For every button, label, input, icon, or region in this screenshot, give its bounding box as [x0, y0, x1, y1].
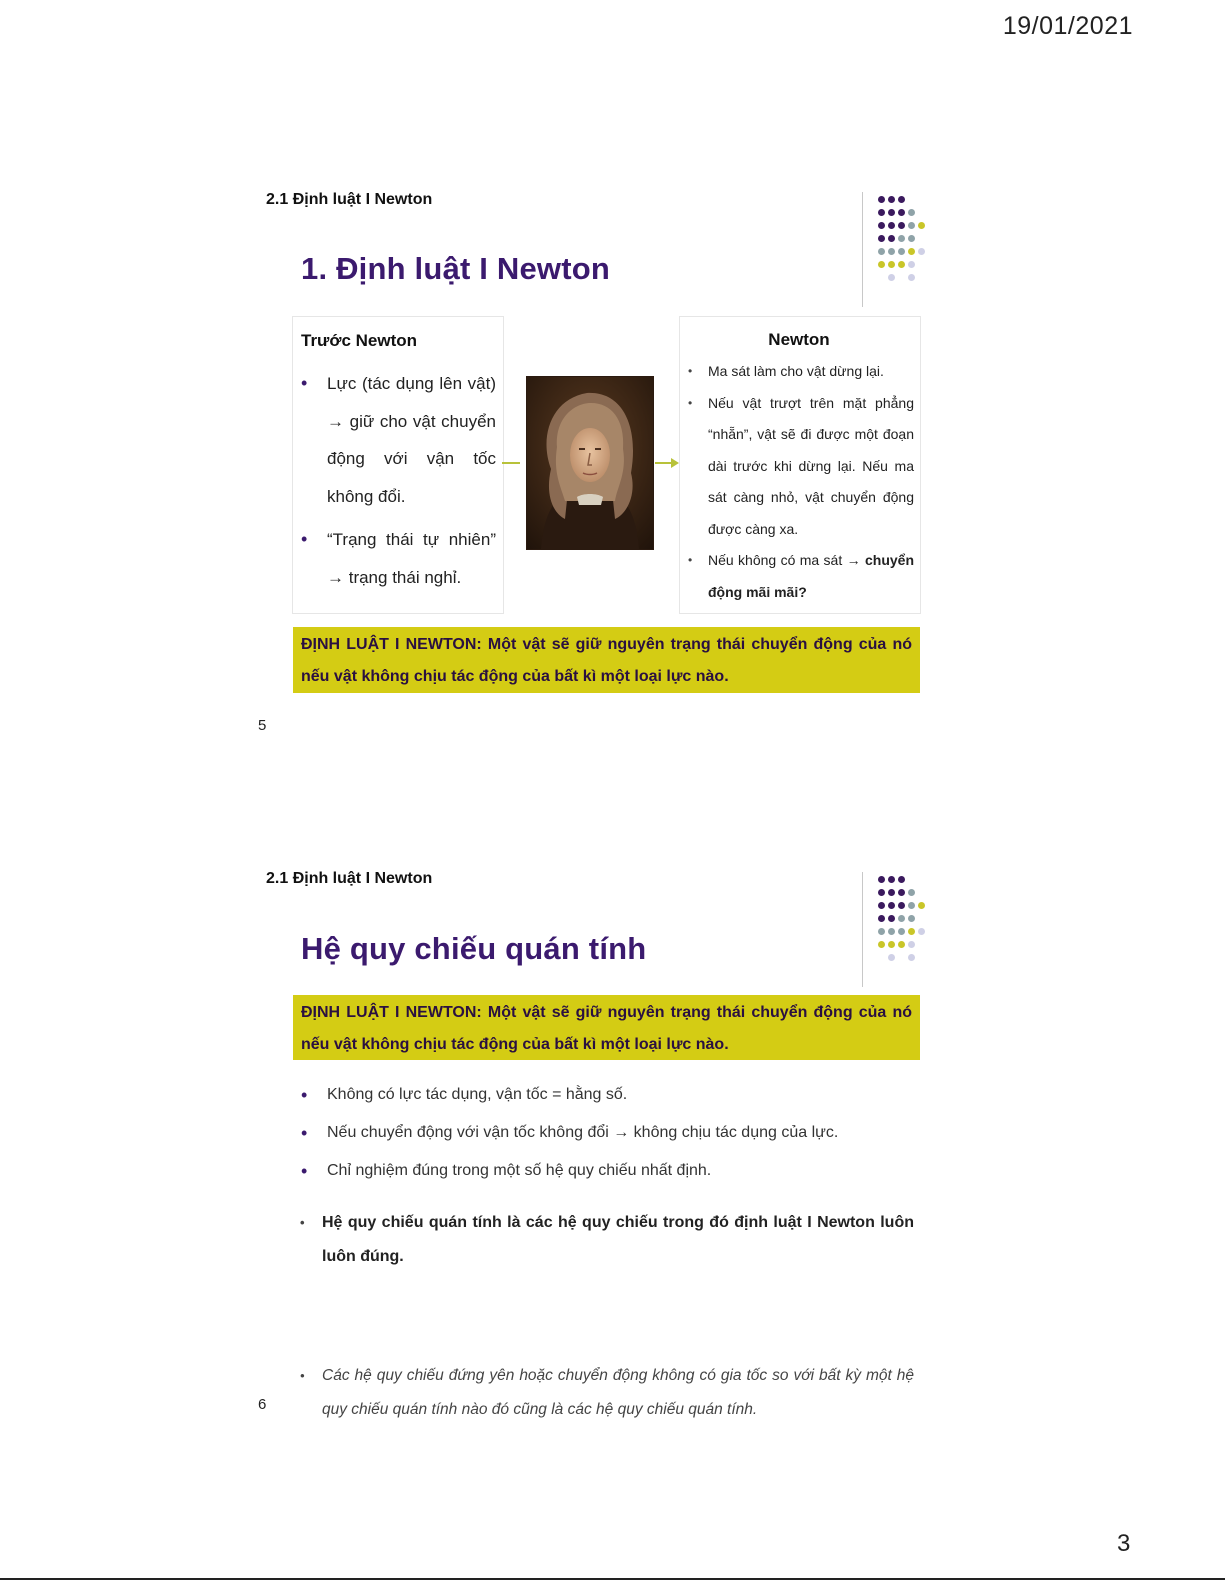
before-newton-heading: Trước Newton	[301, 331, 418, 350]
decor-dot	[888, 915, 895, 922]
decor-dot	[888, 248, 895, 255]
decor-dot	[878, 222, 885, 229]
slide2-number: 6	[258, 1396, 267, 1413]
decor-dot	[878, 941, 885, 948]
decor-dot	[908, 954, 915, 961]
decor-dot	[888, 954, 895, 961]
decor-dot	[878, 235, 885, 242]
decor-dot	[908, 248, 915, 255]
connector-line-left	[502, 462, 520, 464]
decor-dot	[918, 222, 925, 229]
decor-dot	[888, 928, 895, 935]
newton-heading: Newton	[768, 330, 830, 349]
page-number: 3	[1117, 1530, 1131, 1557]
slide2-section-label: 2.1 Định luật I Newton	[266, 870, 433, 887]
decor-dot	[878, 915, 885, 922]
slide1-title: 1. Định luật I Newton	[301, 251, 611, 286]
list-item: • Lực (tác dụng lên vật) → giữ cho vật chuyển động với vận tốc không đổi.	[301, 365, 496, 515]
decor-dot	[898, 915, 905, 922]
slide2-list	[299, 1076, 919, 1190]
newton-list	[684, 356, 914, 608]
newton-portrait	[526, 376, 654, 550]
decor-dot	[898, 902, 905, 909]
page-date: 19/01/2021	[1002, 12, 1133, 40]
list-item	[684, 545, 914, 608]
decor-dot	[898, 222, 905, 229]
decor-dot	[888, 261, 895, 268]
decor-dot	[888, 235, 895, 242]
decor-dot	[918, 902, 925, 909]
slide1-number: 5	[258, 717, 267, 734]
decor-dot	[888, 941, 895, 948]
decor-dot	[898, 941, 905, 948]
decor-dot	[888, 274, 895, 281]
bottom-rule	[0, 1578, 1225, 1580]
decor-dot	[888, 902, 895, 909]
decor-dot	[878, 902, 885, 909]
decor-dot	[908, 209, 915, 216]
inertial-frame-note: • Các hệ quy chiếu đứng yên hoặc chuyển động không có gia tốc so với bất kỳ một hệ quy chiếu quán tính nào đó cũng là các hệ quy chiếu quán tính.	[300, 1359, 914, 1427]
decor-dot	[898, 209, 905, 216]
decor-dot	[888, 889, 895, 896]
decor-dot	[908, 274, 915, 281]
slide2-dot-decoration	[862, 872, 932, 982]
list-item: • Chỉ nghiệm đúng trong một số hệ quy chiếu nhất định.	[299, 1152, 919, 1190]
decor-dot	[898, 889, 905, 896]
decor-dot	[878, 196, 885, 203]
decor-dot	[908, 928, 915, 935]
list-item: • Nếu chuyển động với vận tốc không đổi → không chịu tác dụng của lực.	[299, 1114, 919, 1152]
decor-dot	[908, 915, 915, 922]
decor-dot	[878, 876, 885, 883]
decor-dot	[918, 248, 925, 255]
decor-dot	[888, 876, 895, 883]
decor-dot	[908, 941, 915, 948]
arrow-right-icon	[671, 458, 679, 468]
decor-dot	[898, 928, 905, 935]
list-item: • “Trạng thái tự nhiên” → trạng thái nghỉ.	[301, 521, 496, 596]
slide2-law-box: ĐỊNH LUẬT I NEWTON: Một vật sẽ giữ nguyên trạng thái chuyển động của nó nếu vật không chịu tác động của bất kì một loại lực nào.	[293, 995, 920, 1060]
decor-dot	[908, 902, 915, 909]
list-item: • Không có lực tác dụng, vận tốc = hằng số.	[299, 1076, 919, 1114]
decor-dot	[908, 889, 915, 896]
decor-dot	[878, 209, 885, 216]
newton-box	[679, 316, 921, 614]
decor-dot	[888, 222, 895, 229]
decor-dot	[898, 248, 905, 255]
decor-dot	[878, 928, 885, 935]
decor-dot	[898, 876, 905, 883]
decor-dot	[918, 928, 925, 935]
slide1-dot-decoration	[862, 192, 932, 302]
decor-dot	[908, 261, 915, 268]
list-item: • Ma sát làm cho vật dừng lại.	[684, 356, 914, 388]
decor-dot	[908, 222, 915, 229]
decor-dot	[878, 261, 885, 268]
inertial-frame-definition: • Hệ quy chiếu quán tính là các hệ quy chiếu trong đó định luật I Newton luôn luôn đúng.	[300, 1206, 914, 1274]
decor-dot	[888, 196, 895, 203]
slide1-section-label: 2.1 Định luật I Newton	[266, 191, 433, 208]
decor-dot	[898, 261, 905, 268]
list-item-text: Nếu không có ma sát →	[708, 552, 861, 568]
slide2-title: Hệ quy chiếu quán tính	[301, 931, 647, 966]
decor-dot	[898, 235, 905, 242]
before-newton-box	[292, 316, 504, 614]
before-newton-list	[301, 365, 496, 596]
connector-line-right	[655, 462, 671, 464]
list-item-emphasis: chuyển động mãi mãi?	[708, 552, 914, 600]
decor-dot	[888, 209, 895, 216]
decor-dot	[898, 196, 905, 203]
decor-dot	[878, 889, 885, 896]
slide1-law-box: ĐỊNH LUẬT I NEWTON: Một vật sẽ giữ nguyên trạng thái chuyển động của nó nếu vật không chịu tác động của bất kì một loại lực nào.	[293, 627, 920, 693]
decor-dot	[878, 248, 885, 255]
decor-dot	[908, 235, 915, 242]
list-item: • Nếu vật trượt trên mặt phẳng “nhẵn”, vật sẽ đi được một đoạn dài trước khi dừng lại. Nếu ma sát càng nhỏ, vật chuyển động được càng xa.	[684, 388, 914, 546]
